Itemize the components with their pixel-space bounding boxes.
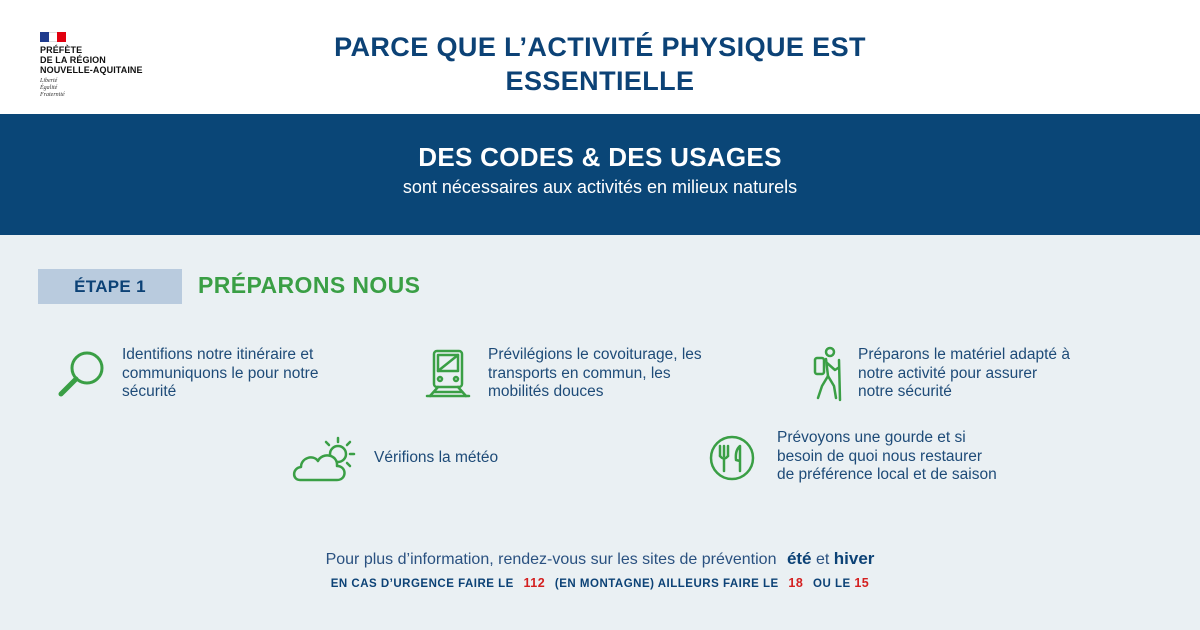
train-icon bbox=[424, 348, 472, 400]
emergency-number-112: 112 bbox=[523, 576, 546, 590]
banner-title: DES CODES & DES USAGES bbox=[418, 142, 782, 172]
logo-line-1: PRÉFÈTE bbox=[40, 45, 83, 55]
winter-prevention-link[interactable]: hiver bbox=[833, 549, 875, 568]
motto-line-2: Égalité bbox=[40, 85, 58, 91]
emergency-text-c: OU LE bbox=[813, 578, 851, 590]
page-title-line-1: PARCE QUE L’ACTIVITÉ PHYSIQUE EST bbox=[334, 32, 866, 62]
magnifier-icon bbox=[56, 348, 108, 400]
motto-line-1: Liberté bbox=[40, 78, 58, 84]
hiker-icon bbox=[806, 346, 846, 402]
page-title-line-2: ESSENTIELLE bbox=[505, 66, 695, 96]
motto bbox=[40, 78, 170, 99]
item-equipment-line: Préparons le matériel adapté à bbox=[858, 346, 1070, 363]
prevention-conj: et bbox=[815, 551, 830, 568]
prefecture-logo bbox=[40, 32, 170, 99]
item-itinerary-text bbox=[122, 346, 318, 402]
item-itinerary-line: sécurité bbox=[122, 383, 177, 400]
banner-subtitle: sont nécessaires aux activités en milieux naturels bbox=[402, 177, 798, 197]
restaurant-icon bbox=[708, 434, 756, 482]
emergency-text-a: EN CAS D’URGENCE FAIRE LE bbox=[330, 578, 514, 590]
prevention-info bbox=[0, 549, 1200, 569]
item-weather-text bbox=[374, 449, 498, 468]
item-food-line: Prévoyons une gourde et si bbox=[777, 429, 966, 446]
french-flag-icon bbox=[40, 32, 66, 42]
item-food-line: de préférence local et de saison bbox=[777, 466, 997, 483]
logo-line-2: DE LA RÉGION bbox=[40, 55, 106, 65]
summer-prevention-link[interactable]: été bbox=[786, 549, 812, 568]
item-itinerary-line: Identifions notre itinéraire et bbox=[122, 346, 314, 363]
logo-line-3: NOUVELLE-AQUITAINE bbox=[40, 65, 143, 75]
item-transport-line: Prévilégions le covoiturage, les bbox=[488, 346, 702, 363]
item-food-text bbox=[777, 429, 997, 485]
emergency-number-15: 15 bbox=[854, 576, 870, 590]
page-title bbox=[250, 30, 950, 98]
item-itinerary-line: communiquons le pour notre bbox=[122, 364, 319, 382]
banner bbox=[0, 114, 1200, 235]
step-title: PRÉPARONS NOUS bbox=[198, 272, 421, 298]
item-weather-line: Vérifions la météo bbox=[374, 449, 499, 466]
item-food-line: besoin de quoi nous restaurer bbox=[777, 447, 983, 465]
motto-line-3: Fraternité bbox=[40, 92, 65, 98]
step-badge: ÉTAPE 1 bbox=[38, 269, 182, 304]
item-transport-line: transports en commun, les bbox=[488, 364, 671, 382]
weather-icon bbox=[292, 434, 358, 484]
item-transport-line: mobilités douces bbox=[488, 383, 604, 400]
prevention-info-text: Pour plus d’information, rendez-vous sur les sites de prévention bbox=[325, 551, 777, 568]
emergency-number-18: 18 bbox=[788, 576, 804, 590]
emergency-line bbox=[0, 576, 1200, 590]
emergency-text-b: (EN MONTAGNE) AILLEURS FAIRE LE bbox=[554, 578, 779, 590]
item-equipment-text bbox=[858, 346, 1070, 402]
item-transport-text bbox=[488, 346, 702, 402]
item-equipment-line: notre sécurité bbox=[858, 383, 952, 400]
item-equipment-line: notre activité pour assurer bbox=[858, 364, 1038, 382]
